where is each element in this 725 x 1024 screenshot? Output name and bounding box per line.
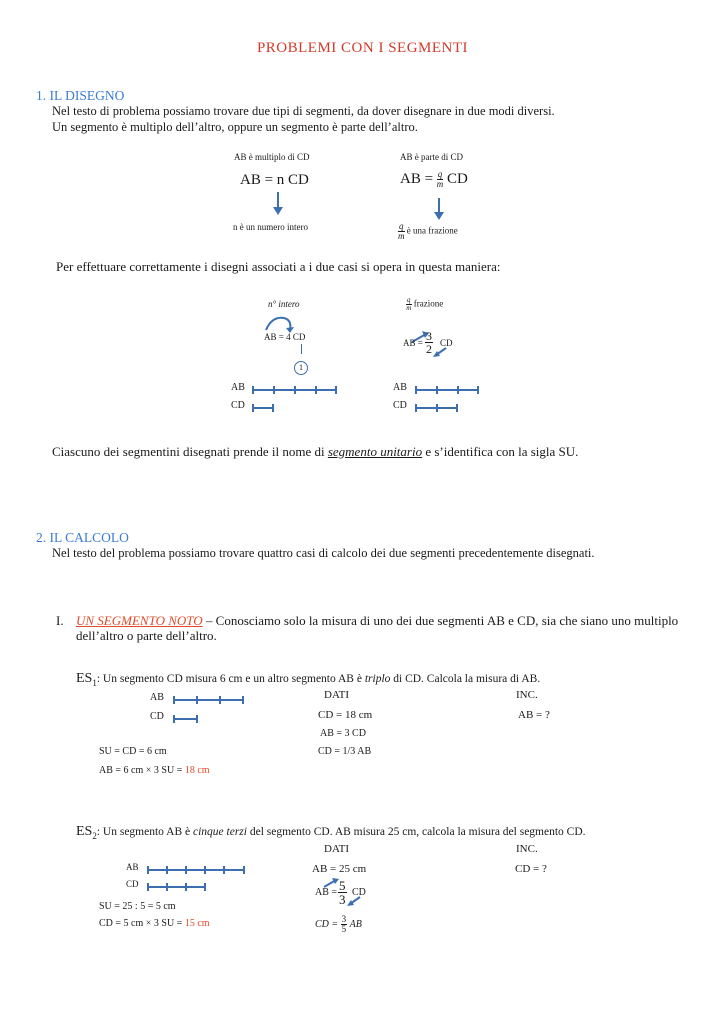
fig1-right-fraction: $\frac{q}{m}$ bbox=[436, 169, 444, 189]
es2-text: $ES_2$: Un segmento AB è cinque terzi del segmento CD. AB misura 25 cm, calcola la misura del segmento CD. bbox=[76, 824, 586, 842]
fig2-left-label-ab: AB bbox=[231, 382, 245, 393]
fig2-right-arrow-down-icon bbox=[432, 346, 448, 358]
es2-result: 15 cm bbox=[184, 918, 210, 929]
su-term: segmento unitario bbox=[327, 444, 423, 459]
fig2-right-lhs: AB = bbox=[403, 338, 423, 348]
su-definition: Ciascuno dei segmentini disegnati prende il nome di segmento unitario e s’identifica con la sigla SU. bbox=[52, 444, 579, 459]
fig1-left-note: n è un numero intero bbox=[233, 222, 308, 232]
section-1-intro-2: Per effettuare correttamente i disegni associati a i due casi si opera in questa maniera: bbox=[56, 259, 501, 274]
page-title: PROBLEMI CON I SEGMENTI bbox=[256, 40, 469, 56]
fig2-left-circle: 1 bbox=[294, 361, 308, 375]
es1-result: 18 cm bbox=[184, 765, 210, 776]
es1-label-ab: AB bbox=[150, 692, 164, 703]
fig2-left-arrow bbox=[301, 344, 302, 354]
es1-dati-1: CD = 18 cm bbox=[318, 709, 373, 721]
es1-inc-header: INC. bbox=[516, 689, 538, 701]
fig2-right-rhs: CD bbox=[440, 338, 453, 348]
fig1-right-arrow-head bbox=[434, 212, 444, 220]
case-1-number: I. bbox=[56, 613, 64, 628]
es1-inc-1: AB = ? bbox=[518, 709, 550, 721]
fig2-right-label-cd: CD bbox=[393, 400, 407, 411]
fig1-left-caption: AB è multiplo di CD bbox=[234, 152, 310, 162]
case-1-line-2: dell’altro o parte dell’altro. bbox=[76, 628, 217, 643]
section-1-heading: 1. IL DISEGNO bbox=[36, 88, 125, 103]
es2-inc-1: CD = ? bbox=[515, 863, 547, 875]
section-2-heading: 2. IL CALCOLO bbox=[36, 530, 129, 545]
es1-segment-cd bbox=[173, 718, 197, 720]
fig1-right-caption: AB è parte di CD bbox=[400, 152, 463, 162]
es2-dati-1: AB = 25 cm bbox=[312, 863, 367, 875]
es1-dati-2: AB = 3 CD bbox=[320, 728, 366, 739]
fig2-right-label-ab: AB bbox=[393, 382, 407, 393]
fig2-right-fraction: $\frac{3}{2}$ bbox=[426, 329, 432, 356]
es2-calc-2: CD = 5 cm × 3 SU = 15 cm bbox=[99, 918, 210, 929]
fig1-left-arrow-head bbox=[273, 207, 283, 215]
es2-segment-cd bbox=[147, 886, 205, 888]
es2-dati-2-lhs: AB = bbox=[315, 887, 338, 898]
fig1-right-note: $\frac{q}{m}$ è una frazione bbox=[398, 221, 458, 241]
es2-calc-1: SU = 25 : 5 = 5 cm bbox=[99, 901, 176, 912]
section-1-line-1: Nel testo di problema possiamo trovare due tipi di segmenti, da dover disegnare in due modi diversi. bbox=[52, 104, 555, 118]
es1-calc-2: AB = 6 cm × 3 SU = 18 cm bbox=[99, 765, 210, 776]
es1-label-cd: CD bbox=[150, 711, 164, 722]
fig1-right-lhs: AB = bbox=[400, 170, 434, 187]
fig1-right-formula bbox=[400, 170, 468, 189]
es2-arrow-down-icon bbox=[346, 895, 362, 907]
fig1-left-formula: AB = n CD bbox=[240, 172, 309, 188]
es1-dati-3: CD = 1/3 AB bbox=[318, 746, 372, 757]
es1-dati-header: DATI bbox=[324, 689, 350, 701]
es2-segment-ab bbox=[147, 869, 244, 871]
es2-dati-3: CD = $\frac{3}{5}$ AB bbox=[315, 914, 362, 934]
fig2-left-formula: AB = 4 CD bbox=[264, 332, 306, 342]
case-1-line-1: UN SEGMENTO NOTO – Conosciamo solo la misura di uno dei due segmenti AB e CD, sia che siano uno multiplo bbox=[76, 613, 679, 628]
es1-segment-ab bbox=[173, 699, 243, 701]
es2-label-ab: AB bbox=[126, 862, 139, 872]
es2-dati-2-rhs: CD bbox=[352, 887, 366, 898]
fig2-left-segment-cd bbox=[252, 407, 273, 409]
es2-label-cd: CD bbox=[126, 879, 139, 889]
fig2-left-curve-arrow-icon bbox=[262, 314, 302, 334]
fig1-right-rhs: CD bbox=[447, 170, 468, 187]
es2-dati-2-fraction: $\frac{5}{3}$ bbox=[339, 878, 346, 907]
fig2-left-label-cd: CD bbox=[231, 400, 245, 411]
case-1-title: UN SEGMENTO NOTO bbox=[76, 613, 203, 628]
fig2-left-caption: n° intero bbox=[268, 299, 300, 309]
fig2-right-segment-ab bbox=[415, 389, 478, 391]
fig2-right-caption: $\frac{q}{m}$ frazione bbox=[406, 296, 444, 312]
es1-calc-1: SU = CD = 6 cm bbox=[99, 746, 167, 757]
es2-dati-header: DATI bbox=[324, 843, 350, 855]
section-1-line-2: Un segmento è multiplo dell’altro, oppure un segmento è parte dell’altro. bbox=[52, 120, 418, 134]
es2-inc-header: INC. bbox=[516, 843, 538, 855]
es1-text: $ES_1$: Un segmento CD misura 6 cm e un altro segmento AB è triplo di CD. Calcola la misura di AB. bbox=[76, 671, 541, 689]
section-2-line-1: Nel testo del problema possiamo trovare quattro casi di calcolo dei due segmenti precedentemente disegnati. bbox=[52, 546, 595, 560]
